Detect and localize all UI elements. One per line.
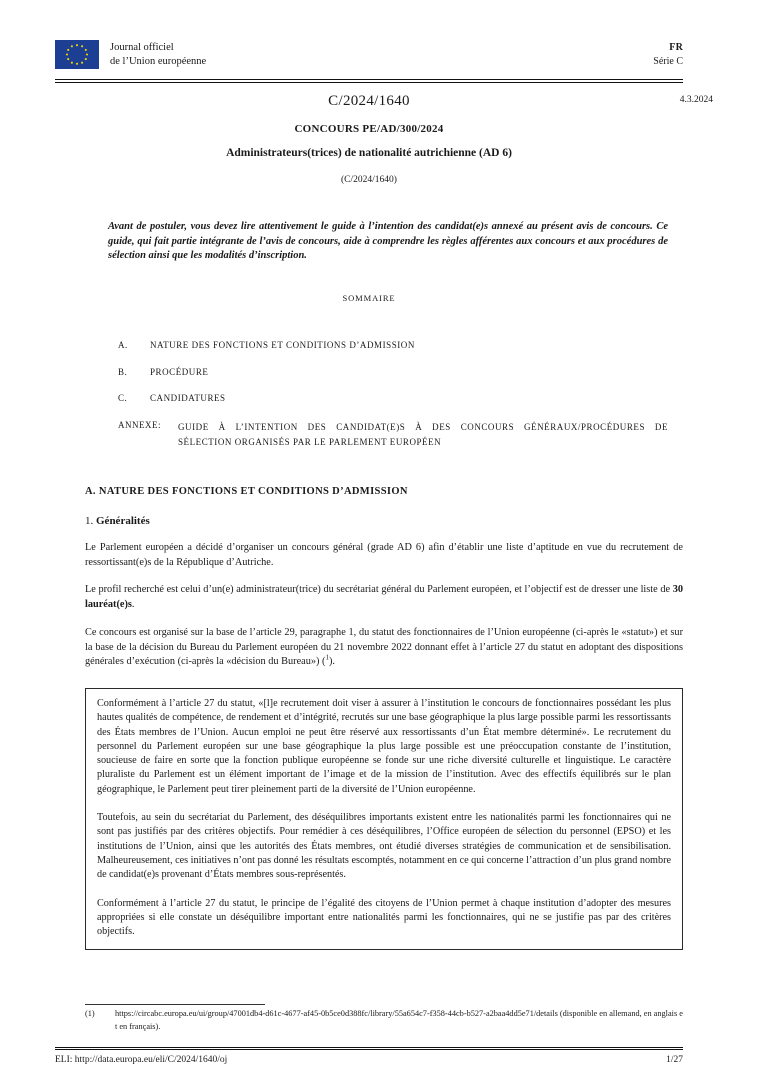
document-reference: C/2024/1640 xyxy=(328,93,410,109)
footnote-divider xyxy=(85,1004,265,1005)
eli-identifier[interactable]: ELI: http://data.europa.eu/eli/C/2024/1640/oj xyxy=(55,1055,228,1065)
paragraph-2 xyxy=(85,583,683,612)
competition-subtitle: Administrateurs(trices) de nationalité autrichienne (AD 6) xyxy=(226,147,512,159)
publication-date: 4.3.2024 xyxy=(679,95,713,105)
toc-letter: A. xyxy=(118,340,128,350)
footnote-1 xyxy=(85,1008,683,1033)
eu-flag-icon xyxy=(55,40,99,69)
header-language-series xyxy=(653,41,683,68)
quotation-box xyxy=(85,688,683,950)
language-code: FR xyxy=(669,42,683,53)
page-header xyxy=(55,40,683,74)
toc-letter: B. xyxy=(118,366,128,377)
paragraph-1: Le Parlement européen a décidé d’organiser un concours général (grade AD 6) afin d’établir une liste d’aptitude en vue du recrutement de ressortissant(e)s de la République d’Autriche. xyxy=(85,542,683,568)
paragraph-2-text-before: Le profil recherché est celui d’un(e) administrateur(trice) du secrétariat général du Parlement européen, et l’objectif est de dresser une liste de xyxy=(85,584,673,595)
summary-heading: SOMMAIRE xyxy=(342,293,396,303)
page-footer xyxy=(55,1055,683,1065)
competition-title: CONCOURS PE/AD/300/2024 xyxy=(294,123,444,135)
footnote-reference-1[interactable]: 1 xyxy=(325,653,329,662)
paragraph-2-highlight: 30 lauréat(e)s xyxy=(85,584,683,610)
toc-annexe-line-1: GUIDE À L’INTENTION DES CANDIDAT(E)S À DES CONCOURS GÉNÉRAUX/PROCÉDURES DE xyxy=(178,421,668,432)
series-label: Série C xyxy=(653,55,683,67)
section-a-heading: A. NATURE DES FONCTIONS ET CONDITIONS D’ADMISSION xyxy=(85,486,408,497)
intro-notice: Avant de postuler, vous devez lire attentivement le guide à l’intention des candidat(e)s annexé au présent avis de concours. Ce guide, qui fait partie intégrante de l’avis de concours, aide à comprendre les règles afférentes aux concours et aux procédures de sélection ainsi que les modalités d’inscription. xyxy=(108,221,668,261)
masthead-line-1: Journal officiel xyxy=(110,42,174,53)
toc-annexe-label: ANNEXE: xyxy=(118,419,161,430)
subsection-number: 1. xyxy=(85,515,94,527)
paragraph-3-text-before: Ce concours est organisé sur la base de l’article 29, paragraphe 1, du statut des fonctionnaires de l’Union européenne (ci-après le «statut») et sur la base de la décision du Bureau du Parlement européen du 21 novembre 2022 donnant effet à l’article 27 du statut en adoptant des dispositions générales d’exécution (ci-après la «décision du Bureau») ( xyxy=(85,627,683,668)
toc-label: PROCÉDURE xyxy=(150,366,209,377)
footnote-text[interactable]: https://circabc.europa.eu/ui/group/47001db4-d61c-4677-af45-0b5ce0d388fc/library/55a654c7-f358-44cb-b527-a2baa4dd5e71/details (disponible en allemand, en anglais et en français). xyxy=(115,1009,683,1031)
toc-annexe-line-2: SÉLECTION ORGANISÉS PAR LE PARLEMENT EUROPÉEN xyxy=(178,436,442,447)
toc-label: CANDIDATURES xyxy=(150,393,226,403)
masthead-text xyxy=(110,41,206,68)
toc-label: NATURE DES FONCTIONS ET CONDITIONS D’ADMISSION xyxy=(150,340,415,350)
paragraph-2-text-after: . xyxy=(131,598,135,610)
toc-item-a[interactable] xyxy=(118,340,668,350)
masthead-line-2: de l’Union européenne xyxy=(110,55,207,67)
footnote-marker: (1) xyxy=(85,1009,95,1018)
header-divider xyxy=(55,79,683,83)
paragraph-3 xyxy=(85,626,683,670)
page-number: 1/27 xyxy=(666,1055,683,1065)
toc-letter: C. xyxy=(118,393,128,403)
masthead xyxy=(55,40,206,69)
table-of-contents xyxy=(118,340,668,450)
toc-item-annexe[interactable] xyxy=(118,420,668,450)
footer-divider xyxy=(55,1047,683,1050)
subsection-title: Généralités xyxy=(96,515,150,527)
toc-annexe-text xyxy=(178,420,668,450)
quote-paragraph-3: Conformément à l’article 27 du statut, le principe de l’égalité des citoyens de l’Union permet à chaque institution d’adopter des mesures appropriées si elle constate un déséquilibre important entre nationalités parmi les fonctionnaires, qui ne se justifie pas par des critères objectifs. xyxy=(97,897,671,938)
paragraph-3-text-after: ). xyxy=(328,656,335,668)
quote-paragraph-2: Toutefois, au sein du secrétariat du Parlement, des déséquilibres importants existent entre les nationalités parmi les fonctionnaires qui ne sont pas justifiés par des critères objectifs. Pour remédier à ces déséquilibres, l’Office européen de sélection du personnel (EPSO) et les institutions de l’Union, ainsi que les autorités des États membres, ont étudié diverses stratégies de communication et de sensibilisation. Malheureusement, ces initiatives n’ont pas donné les résultats escomptés, notamment en ce qui concerne l’attraction d’un plus grand nombre de candidat(e)s provenant d’États membres sous-représentés. xyxy=(97,812,671,881)
toc-item-c[interactable] xyxy=(118,393,668,403)
document-reference-parenthetical: (C/2024/1640) xyxy=(341,175,397,185)
quote-paragraph-1: Conformément à l’article 27 du statut, «[l]e recrutement doit viser à assurer à l’institution le concours de fonctionnaires possédant les plus hautes qualités de compétence, de rendement et d’intégrité, recrutés sur une base géographique la plus large possible parmi les ressortissants des États membres de l’Union. Aucun emploi ne peut être réservé aux ressortissants d’un État membre déterminé». Le recrutement du personnel du Parlement européen sur une base géographique la plus large possible est une préoccupation constante de l’institution, soucieuse de faire en sorte que la fonction publique européenne se fonde sur une riche diversité culturelle et linguistique. Le caractère pluraliste du Parlement est un élément important de l’image et de la mission de l’institution. Avec des effectifs équilibrés sur le plan géographique, le Parlement peut tirer pleinement parti de la diversité de l’Union européenne. xyxy=(97,698,671,795)
subsection-generalites-heading xyxy=(85,515,150,527)
toc-item-b[interactable] xyxy=(118,367,668,377)
